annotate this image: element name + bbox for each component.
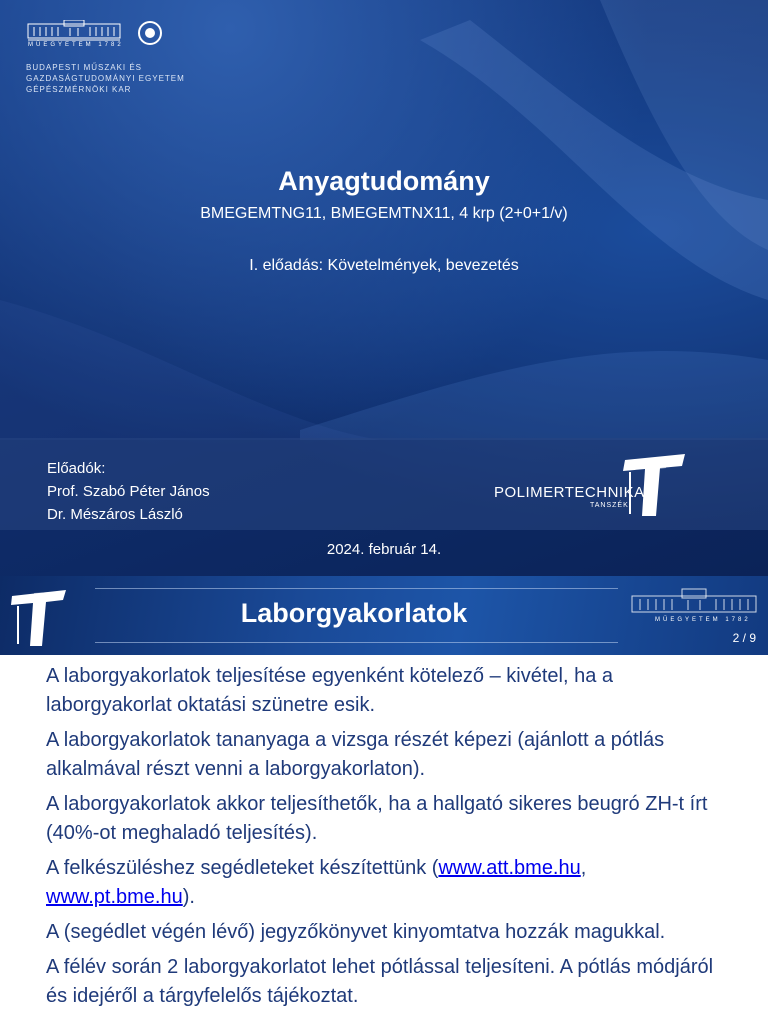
pt-link[interactable]: www.pt.bme.hu xyxy=(46,886,183,908)
att-link[interactable]: www.att.bme.hu xyxy=(438,857,581,879)
link-separator: , xyxy=(580,857,587,879)
polimertechnika-logo xyxy=(490,452,690,527)
course-title: Anyagtudomány xyxy=(278,166,490,196)
lecturer-name: Dr. Mészáros László xyxy=(47,506,183,523)
department-sub: TANSZÉK xyxy=(590,502,629,509)
paragraph: A laborgyakorlatok akkor teljesíthetők, ha a hallgató sikeres beugró ZH-t írt (40%-ot meghaladó teljesítés). xyxy=(46,793,708,844)
university-name xyxy=(26,62,185,95)
page-number: 2 / 9 xyxy=(732,631,756,645)
paragraph-links xyxy=(46,854,736,912)
paragraph: A (segédlet végén lévő) jegyzőkönyvet kinyomtatva hozzák magukkal. xyxy=(46,921,666,943)
paragraph: A laborgyakorlatok teljesítése egyenként kötelező – kivétel, ha a laborgyakorlat oktatási szünetre esik. xyxy=(46,665,614,716)
slide-title: Laborgyakorlatok xyxy=(240,598,468,628)
paragraph-text: A felkészüléshez segédleteket készítettünk ( xyxy=(46,857,439,879)
logo-caption: MŰEGYETEM 1782 xyxy=(28,42,124,48)
lecturers-label: Előadók: xyxy=(47,460,106,477)
paragraph: A félév során 2 laborgyakorlatot lehet pótlással teljesíteni. A pótlás módjáról és idejéről a tárgyfelelős tájékoztat. xyxy=(46,956,714,1007)
slide-header xyxy=(0,576,768,655)
header-rule xyxy=(95,588,618,589)
lecturers-block xyxy=(47,457,210,526)
university-line: GÉPÉSZMÉRNÖKI KAR xyxy=(26,85,132,94)
content-slide xyxy=(0,576,768,1024)
header-rule xyxy=(95,642,618,643)
university-line: BUDAPESTI MŰSZAKI ÉS xyxy=(26,63,143,72)
lecturer-name: Prof. Szabó Péter János xyxy=(47,483,210,500)
paragraph: A laborgyakorlatok tananyaga a vizsga részét képezi (ajánlott a pótlás alkalmával részt venni a laborgyakorlaton). xyxy=(46,729,665,780)
university-line: GAZDASÁGTUDOMÁNYI EGYETEM xyxy=(26,74,185,83)
lecture-date: 2024. február 14. xyxy=(326,541,442,558)
lecture-title: I. előadás: Követelmények, bevezetés xyxy=(249,257,519,274)
building-caption: MŰEGYETEM 1782 xyxy=(655,617,751,623)
paragraph-text: ). xyxy=(182,886,195,908)
slide-body xyxy=(46,662,736,1017)
course-codes: BMEGEMTNG11, BMEGEMTNX11, 4 krp (2+0+1/v) xyxy=(200,205,568,222)
department-name: POLIMERTECHNIKA xyxy=(494,484,645,501)
